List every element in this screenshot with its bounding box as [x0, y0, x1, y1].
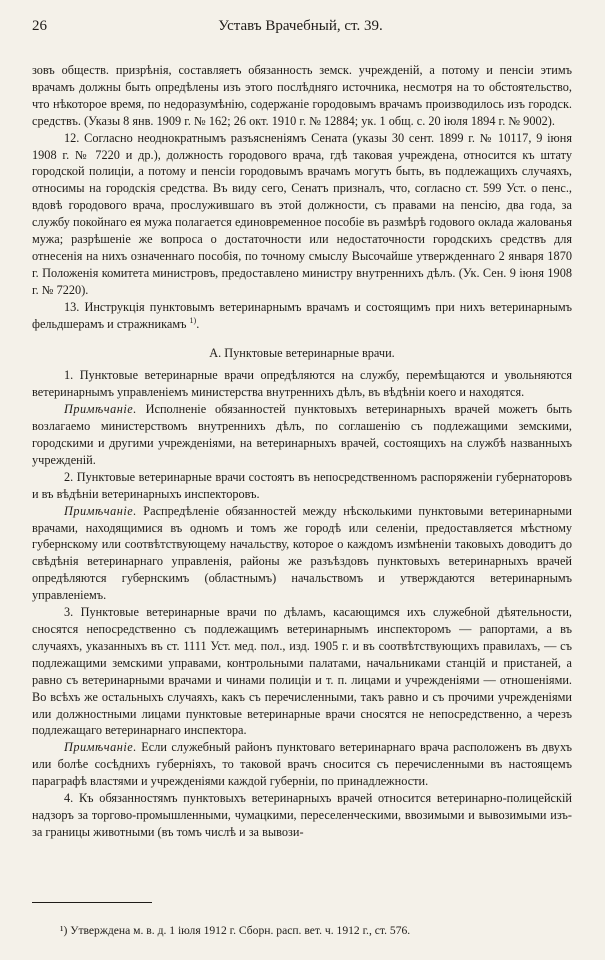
note-label: Примѣчаніе. [64, 740, 137, 755]
note-label: Примѣчаніе. [64, 402, 137, 417]
list-item: 2. Пунктовые ветеринарные врачи состоятъ въ непосредственномъ распоряженіи губернаторовъ и въ вѣдѣніи ветеринарныхъ инспекторовъ. [32, 469, 572, 501]
paragraph: зовъ обществ. призрѣнія, составляетъ обязанность земск. учрежденій, а потому и пенсіи этимъ врачамъ должны быть опредѣлены изъ этого послѣдняго источника, несмотря на то обстоятельство, что нѣкоторое время, по недоразумѣнію, содержаніе городовымъ врачамъ производилось изъ городск. средствъ. (Указы 8 янв. 1909 г. № 162; 26 окт. 1910 г. № 12884; ук. 1 общ. с. 20 іюля 1894 г. № 9002). [32, 63, 572, 128]
paragraph: 12. Согласно неоднократнымъ разъясненіямъ Сената (указы 30 сент. 1899 г. № 10117, 9 іюня 1908 г. № 7220 и др.), должность городового врача, гдѣ таковая учреждена, относится къ штату городской полиціи, а потому и пенсіи городовымъ врачамъ могутъ быть, въ подлежащихъ случаяхъ, относимы на городскія средства. Въ виду сего, Сенатъ призналъ, что, согласно ст. 599 Уст. о пенс., вдовѣ городового врача, прослужившаго въ этой должности, съ правами на пенсію, два года, за службу покойнаго ея мужа полагается единовременное пособіе въ размѣрѣ годового оклада жалованья мужа; разрѣшеніе же вопроса о достаточности или недостаточности городскихъ средствъ для отнесенія на нихъ означеннаго пособія, по точному смыслу Высочайше утвержденнаго 2 января 1870 г. Положенія комитета министровъ, предоставлено министру внутреннихъ дѣлъ. (Ук. Сен. 9 іюня 1908 г. № 7220). [32, 130, 572, 297]
page-number: 26 [32, 18, 47, 34]
list-item: 1. Пунктовые ветеринарные врачи опредѣляются на службу, перемѣщаются и увольняются ветеринарнымъ управленіемъ министерства внутреннихъ дѣлъ, въ вѣдѣніи коего и находятся. [32, 368, 572, 400]
paragraph-tail: . [196, 316, 200, 331]
page-body [32, 62, 572, 841]
running-title: Уставъ Врачебный, ст. 39. [218, 18, 383, 34]
footnote-divider [32, 902, 152, 903]
paragraph [32, 299, 572, 333]
footnote: ¹) Утверждена м. в. д. 1 іюля 1912 г. Сборн. расп. вет. ч. 1912 г., ст. 576. [60, 923, 411, 937]
note [32, 401, 572, 469]
page-header [32, 18, 569, 40]
note-text: Распредѣленіе обязанностей между нѣсколькими пунктовыми ветеринарными врачами, находящимися въ одномъ и томъ же городѣ или селеніи, предоставляется мѣстному губернскому или соотвѣтствующему начальству, которое о каждомъ измѣненіи таковыхъ доводитъ до свѣдѣнія ветеринарнаго управленія, районы же разъѣздовъ пунктовыхъ ветеринарныхъ врачей опредѣляются губернскимъ (областнымъ) начальствомъ и утверждаются ветеринарнымъ управленіемъ. [32, 503, 572, 603]
section-title: А. Пунктовые ветеринарные врачи. [209, 345, 395, 360]
note-text: Если служебный районъ пунктоваго ветеринарнаго врача расположенъ въ двухъ или болѣе сосѣднихъ губерніяхъ, то таковой врачъ сносится съ перечисленными въ настоящемъ параграфѣ властями и учрежденіями каждой губерніи, по принадлежности. [32, 740, 572, 789]
note-label: Примѣчаніе. [64, 503, 137, 518]
paragraph-text: 13. Инструкція пунктовымъ ветеринарнымъ врачамъ и состоящимъ при нихъ ветеринарнымъ фельдшерамъ и стражникамъ [32, 299, 572, 331]
note-text: Исполненіе обязанностей пунктовыхъ ветеринарныхъ врачей можетъ быть возлагаемо министерствомъ внутреннихъ дѣлъ, по соглашенію съ подлежащими земскими, городскими и другими учрежденіями, на ветеринарныхъ врачей, состоящихъ на службѣ названныхъ учрежденій. [32, 402, 572, 467]
note [32, 739, 572, 790]
footnote-marker: 1) [189, 315, 197, 325]
note [32, 503, 572, 604]
list-item: 4. Къ обязанностямъ пунктовыхъ ветеринарныхъ врачей относится ветеринарно-полицейскій надзоръ за торгово-промышленными, чумацкими, переселенческими, ввозимыми и вывозимыми изъ-за границы животными (въ томъ числѣ и за вывози- [32, 791, 572, 839]
list-item: 3. Пунктовые ветеринарные врачи по дѣламъ, касающимся ихъ служебной дѣятельности, сносятся непосредственно съ подлежащимъ ветеринарнымъ инспекторомъ — рапортами, а въ случаяхъ, указанныхъ въ ст. 1111 Уст. мед. пол., изд. 1905 г. и въ соотвѣтствующихъ правилахъ, — съ подлежащими земскими управами, контрольными палатами, начальниками станцій и пристаней, а равно съ ветеринарными врачами и чинами полиціи и т. п. лицами и учрежденіями — отношеніями. Во всѣхъ же остальныхъ случаяхъ, какъ съ перечисленными, такъ равно и съ прочими учрежденіями или должностными лицами пунктовые ветеринарные врачи сносятся не непосредственно, а черезъ подлежащаго ветеринарнаго инспектора. [32, 605, 572, 738]
